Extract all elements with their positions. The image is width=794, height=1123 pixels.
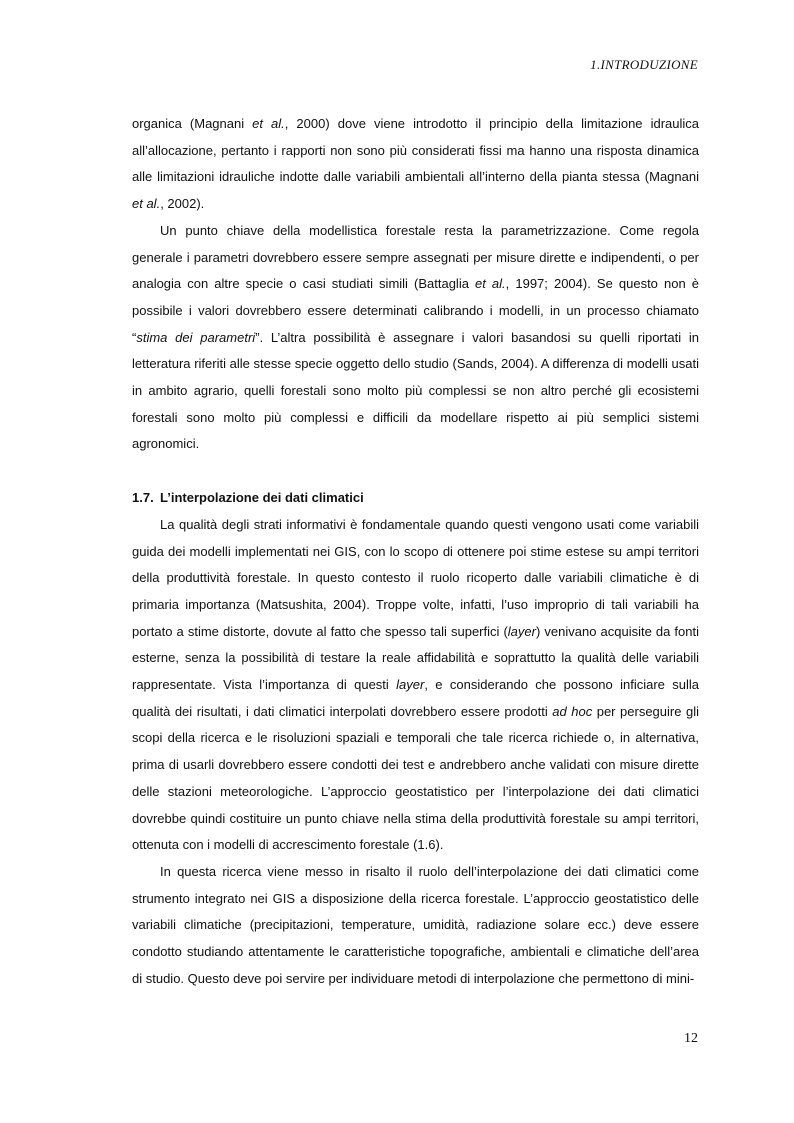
paragraph-climate-data-quality: La qualità degli strati informativi è fondamentale quando questi vengono usati come variabili guida dei modelli implementati nei GIS, con lo scopo di ottenere poi stime estese su ampi territori della produttività forestale. In questo contesto il ruolo ricoperto dalle variabili climatiche è di primaria importanza (Matsushita, 2004). Troppe volte, infatti, l’uso improprio di tali variabili ha portato a stime distorte, dovute al fatto che spesso tali superfici (layer) venivano acquisite da fonti esterne, senza la possibilità di testare la reale affidabilità e soprattutto la qualità delle variabili rappresentate. Vista l’importanza di questi layer, e considerando che possono inficiare sulla qualità dei risultati, i dati climatici interpolati dovrebbero essere prodotti ad hoc per perseguire gli scopi della ricerca e le risoluzioni spaziali e temporali che tale ricerca richiede o, in alternativa, prima di usarli dovrebbero essere condotti dei test e andrebbero anche validati con misure dirette delle stazioni meteorologiche. L’approccio geostatistico per l’interpolazione dei dati climatici dovrebbe quindi costituire un punto chiave nella stima della produttività forestale su ampi territori, ottenuta con i modelli di accrescimento forestale (1.6). (132, 516, 699, 853)
paragraph-research-interpolation: In questa ricerca viene messo in risalto il ruolo dell’interpolazione dei dati climatici come strumento integrato nei GIS a disposizione della ricerca forestale. L’approccio geostatistico delle variabili climatiche (precipitazioni, temperature, umidità, radiazione solare ecc.) deve essere condotto studiando attentamente le caratteristiche topografiche, ambientali e climatiche dell’area di studio. Questo deve poi servire per individuare metodi di interpolazione che permettono di mini- (132, 863, 699, 986)
section-title: L’interpolazione dei dati climatici (160, 490, 364, 506)
section-number: 1.7. (132, 490, 154, 506)
running-header: 1.INTRODUZIONE (590, 57, 698, 72)
paragraph-continued: organica (Magnani et al., 2000) dove viene introdotto il principio della limitazione idraulica all’allocazione, pertanto i rapporti non sono più considerati fissi ma hanno una risposta dinamica alle limitazioni idrauliche indotte dalle variabili ambientali all’interno della pianta stessa (Magnani et al., 2002). (132, 116, 699, 212)
page-number: 12 (684, 1031, 698, 1046)
paragraph-parametrization: Un punto chiave della modellistica forestale resta la parametrizzazione. Come regola generale i parametri dovrebbero essere sempre assegnati per misure dirette e indipendenti, o per analogia con altre specie o casi studiati simili (Battaglia et al., 1997; 2004). Se questo non è possibile i valori dovrebbero essere determinati calibrando i modelli, in un processo chiamato “stima dei parametri”. L’altra possibilità è assegnare i valori basandosi su quelli riportati in letteratura riferiti alle stesse specie oggetto dello studio (Sands, 2004). A differenza di modelli usati in ambito agrario, quelli forestali sono molto più complessi se non altro perché gli ecosistemi forestali sono molto più complessi e difficili da modellare rispetto ai più semplici sistemi agronomici. (132, 222, 699, 452)
section-heading (132, 485, 699, 512)
page-body (132, 111, 699, 993)
